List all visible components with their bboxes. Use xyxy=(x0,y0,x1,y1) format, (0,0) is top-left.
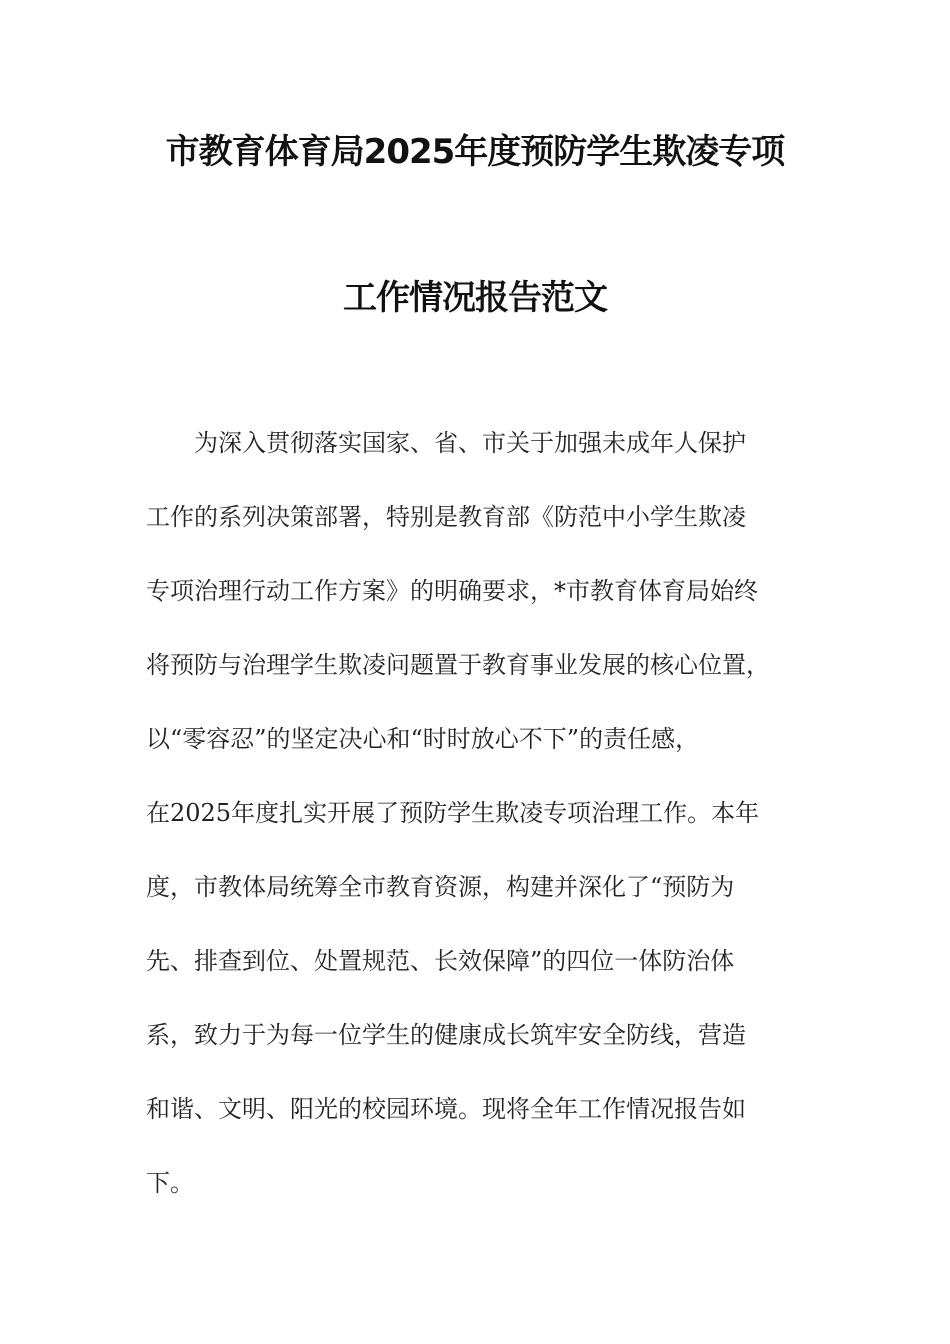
paragraph-line: 在2025年度扎实开展了预防学生欺凌专项治理工作。本年 xyxy=(146,799,760,827)
paragraph-line: 工作的系列决策部署，特别是教育部《防范中小学生欺凌 xyxy=(146,503,746,531)
paragraph-line: 将预防与治理学生欺凌问题置于教育事业发展的核心位置， xyxy=(146,651,770,679)
paragraph-line: 为深入贯彻落实国家、省、市关于加强未成年人保护 xyxy=(194,429,746,457)
paragraph-line: 专项治理行动工作方案》的明确要求，*市教育体育局始终 xyxy=(146,577,758,605)
paragraph-line: 系，致力于为每一位学生的健康成长筑牢安全防线，营造 xyxy=(146,1021,746,1049)
paragraph-line: 先、排查到位、处置规范、长效保障”的四位一体防治体 xyxy=(146,947,735,975)
paragraph-line: 下。 xyxy=(146,1169,194,1197)
paragraph-line: 度，市教体局统筹全市教育资源，构建并深化了“预防为 xyxy=(146,873,735,901)
document-title-line-2: 工作情况报告范文 xyxy=(343,278,607,318)
paragraph-line: 以“零容忍”的坚定决心和“时时放心不下”的责任感， xyxy=(146,725,700,753)
paragraph-line: 和谐、文明、阳光的校园环境。现将全年工作情况报告如 xyxy=(146,1095,746,1123)
document-title-line-1: 市教育体育局2025年度预防学生欺凌专项 xyxy=(165,132,785,172)
